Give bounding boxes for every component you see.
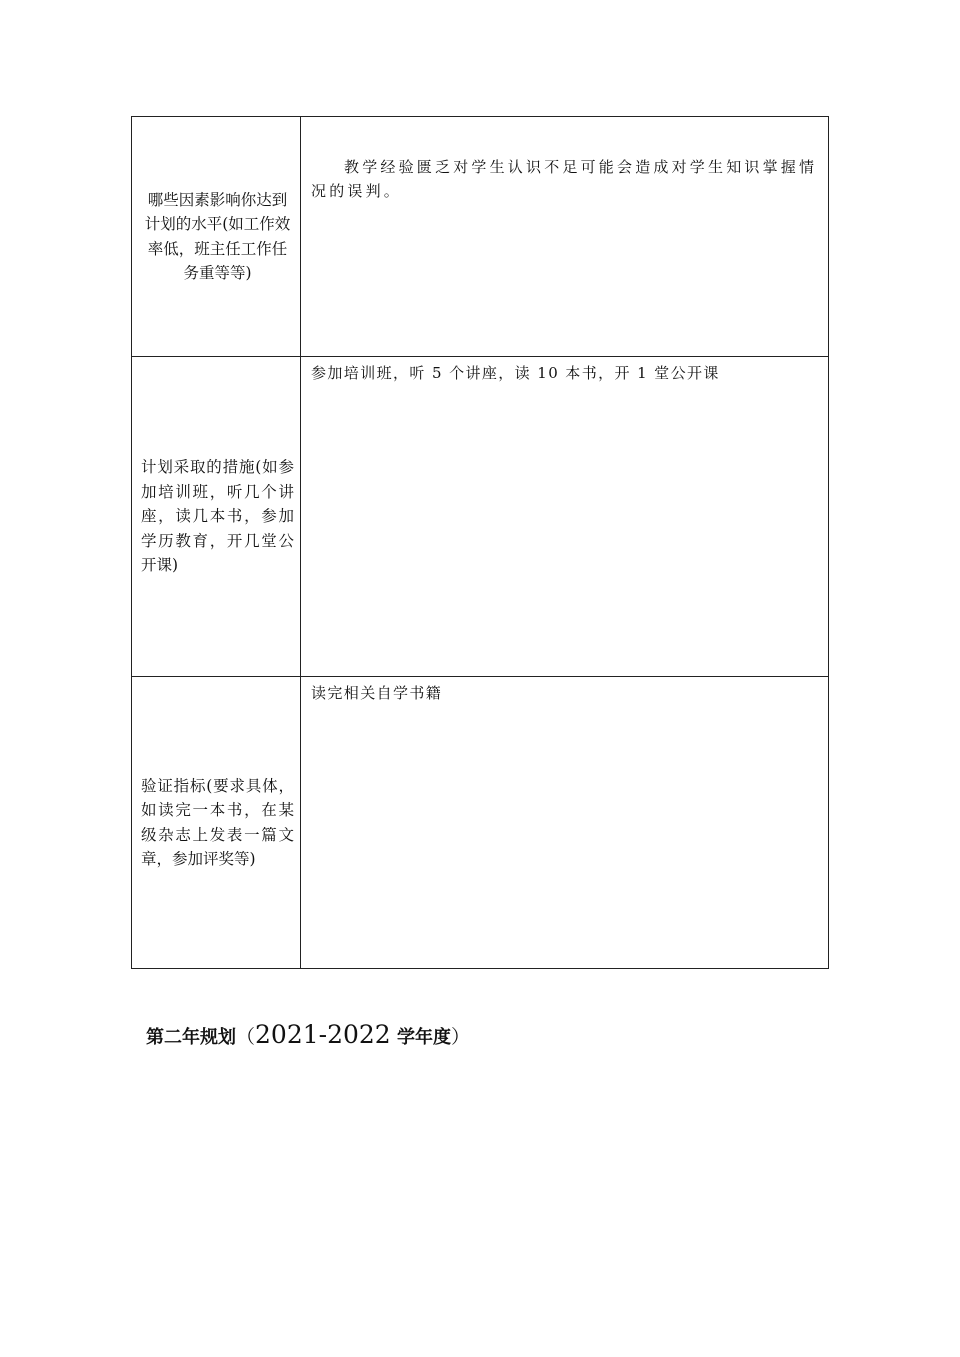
row-label-factors: 哪些因素影响你达到计划的水平(如工作效率低，班主任工作任务重等等)	[132, 117, 301, 357]
table-row	[132, 677, 829, 969]
section-paren-open: （	[236, 1026, 256, 1048]
row-label-indicators: 验证指标(要求具体，如读完一本书，在某级杂志上发表一篇文章，参加评奖等)	[132, 677, 301, 969]
row-content-indicators: 读完相关自学书籍	[301, 677, 829, 969]
row-label-measures: 计划采取的措施(如参加培训班，听几个讲座，读几本书，参加学历教育，开几堂公开课)	[132, 357, 301, 677]
table-row	[132, 117, 829, 357]
table-row	[132, 357, 829, 677]
section-title-prefix: 第二年规划	[146, 1027, 236, 1048]
section-year-range: 2021-2022	[255, 1020, 391, 1049]
section-title-suffix: 学年度	[390, 1027, 451, 1048]
row-content-factors: 教学经验匮乏对学生认识不足可能会造成对学生知识掌握情况的误判。	[301, 117, 829, 357]
plan-table	[131, 116, 829, 969]
section-paren-close: ）	[451, 1026, 471, 1048]
row-content-measures: 参加培训班，听 5 个讲座，读 10 本书，开 1 堂公开课	[301, 357, 829, 677]
section-heading	[146, 1020, 470, 1049]
